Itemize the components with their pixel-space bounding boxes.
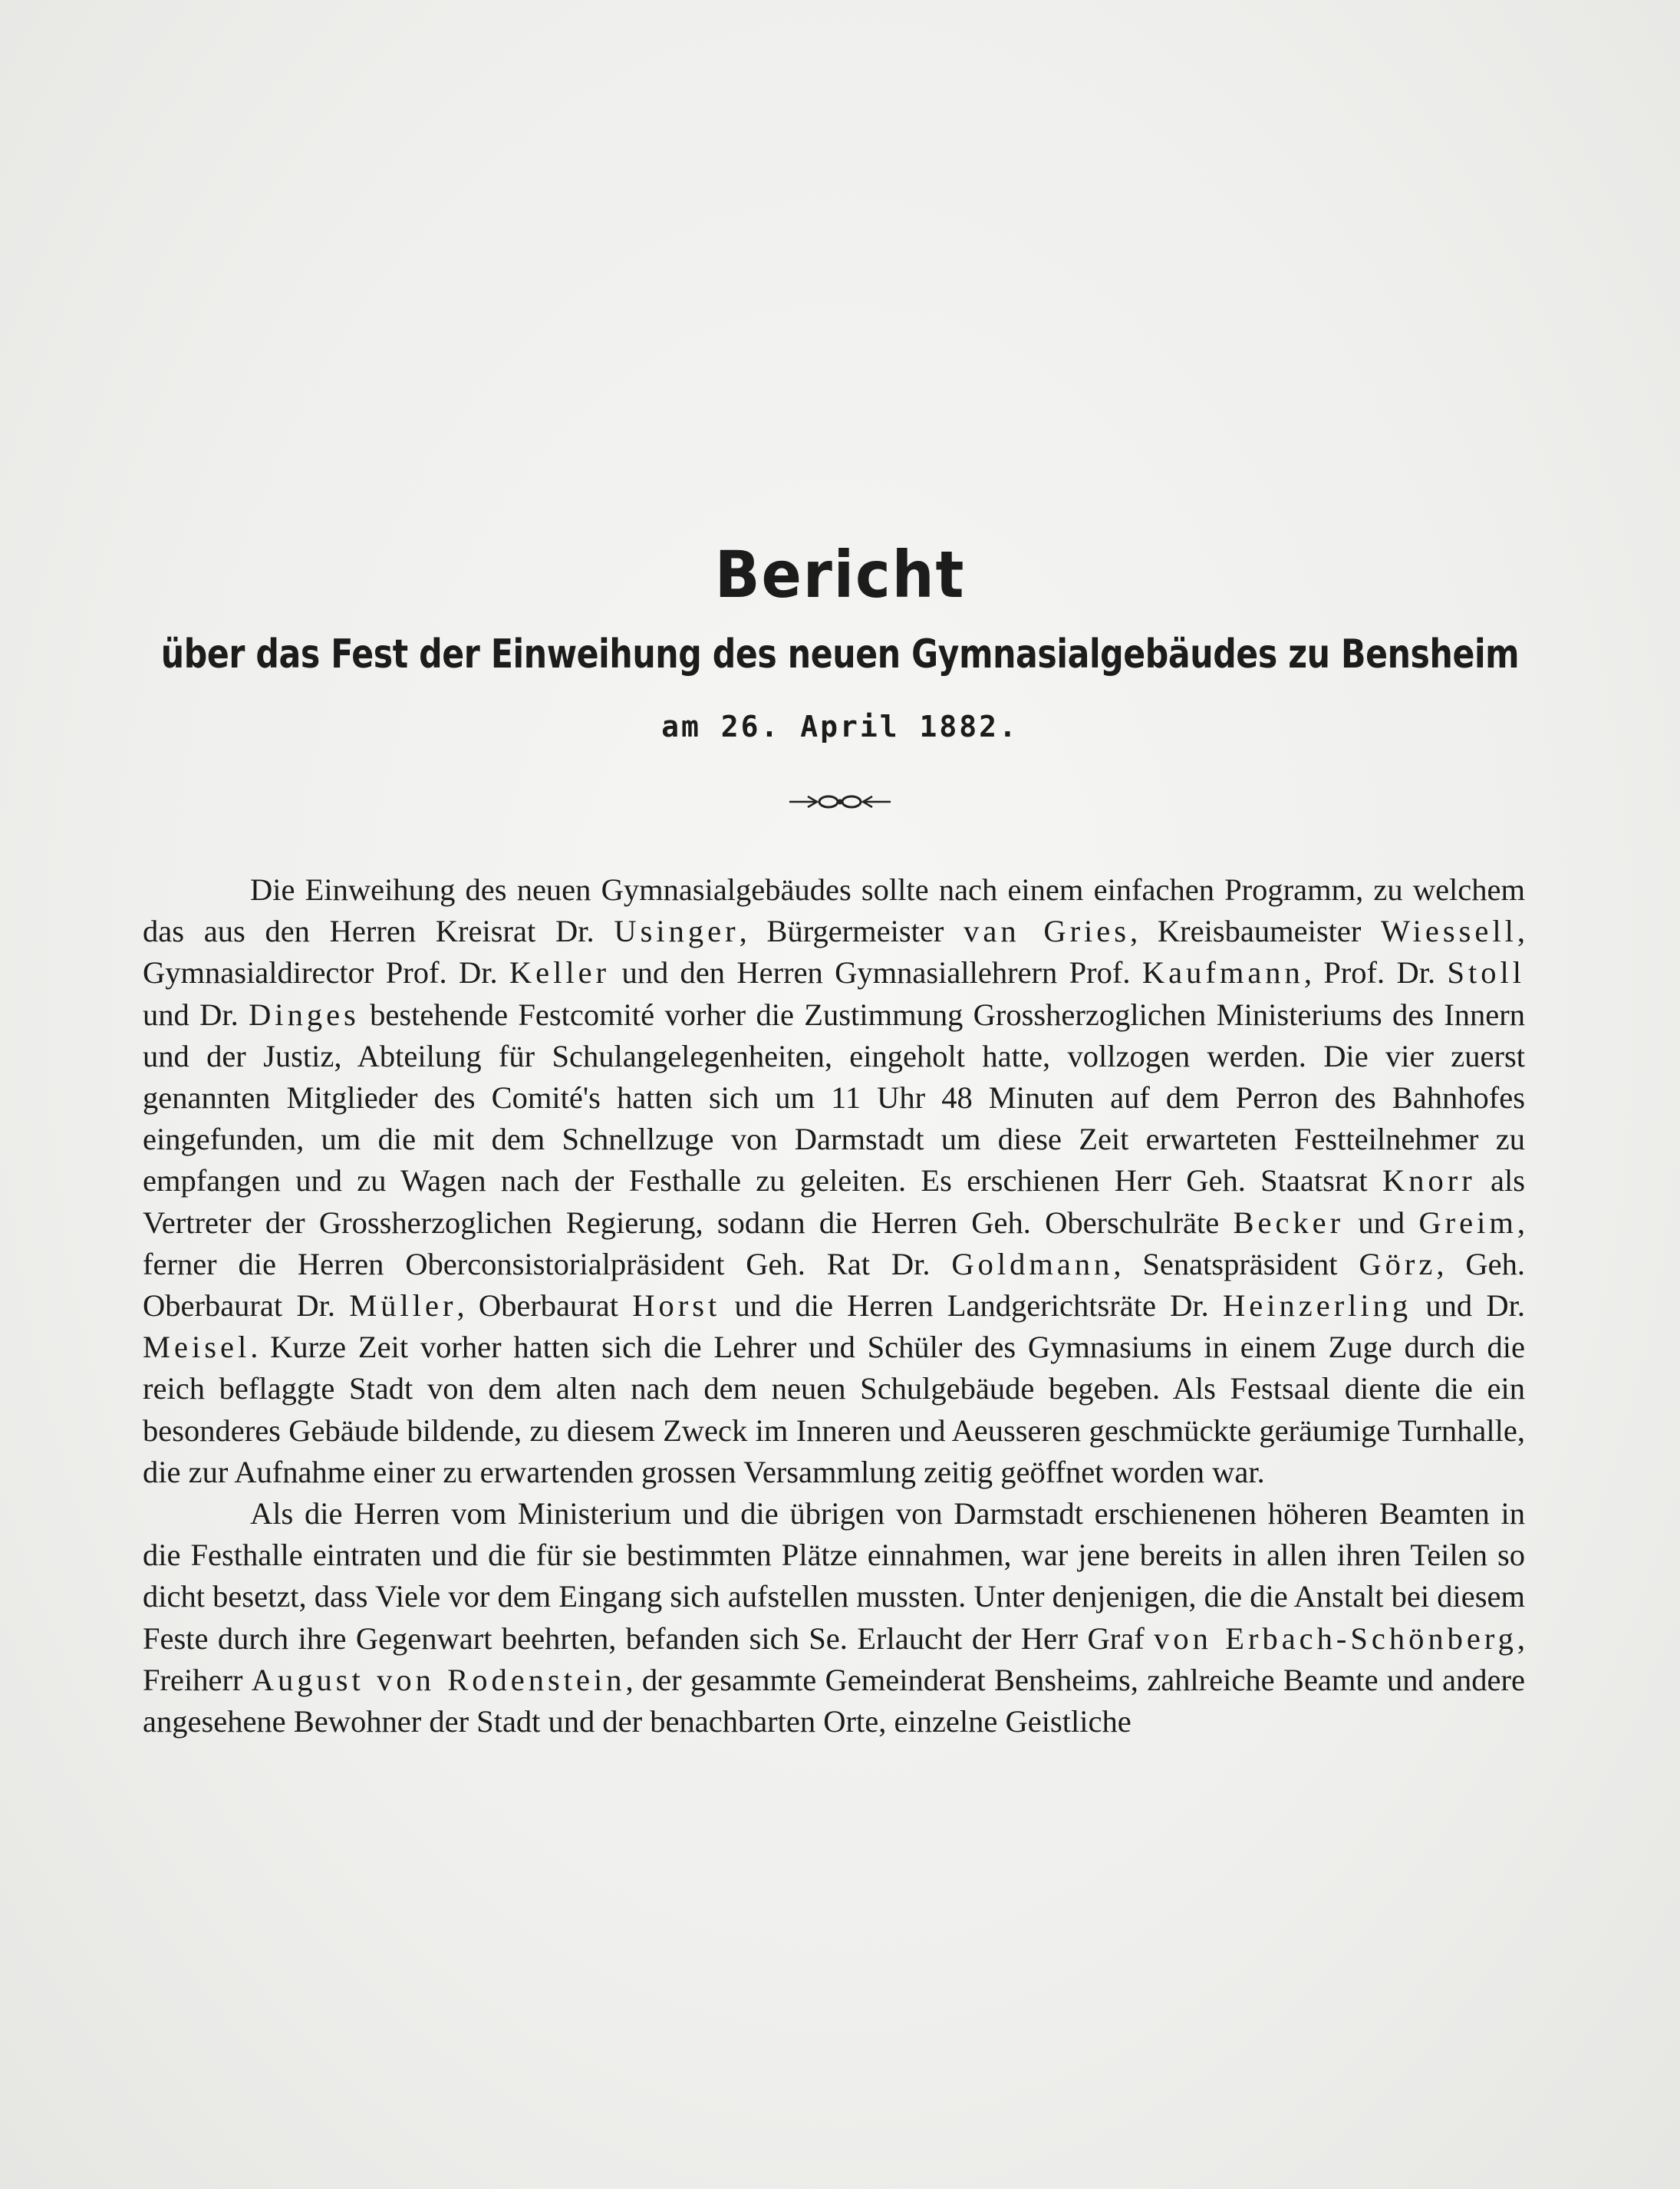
spaced-name: Goldmann xyxy=(951,1246,1114,1281)
text-run: und den Herren Gymnasiallehrern Prof. xyxy=(610,955,1142,991)
decorative-flourish-icon xyxy=(786,790,894,813)
spaced-name: Keller xyxy=(509,955,611,991)
paragraph xyxy=(143,1493,1525,1742)
spaced-name: Kaufmann xyxy=(1141,955,1304,991)
text-run: und Dr. xyxy=(1412,1288,1526,1324)
text-run: , Freiherr xyxy=(143,1620,1526,1697)
spaced-name: August von Rodenstein xyxy=(251,1662,626,1697)
text-run: und Dr. xyxy=(143,997,249,1032)
spaced-name: von Erbach-Schönberg xyxy=(1154,1620,1517,1656)
spaced-name: Usinger xyxy=(614,914,740,949)
text-run: , Geh. Oberbaurat Dr. xyxy=(143,1246,1525,1324)
spaced-name: Stoll xyxy=(1447,955,1525,991)
spaced-name: Müller xyxy=(349,1288,457,1324)
spaced-name: van Gries xyxy=(964,914,1131,949)
text-run: bestehende Festcomité vorher die Zustimmung Grossherzoglichen Ministeriums des Innern und der Justiz, Abteilung für Schulangelegenheiten, eingeholt hatte, vollzogen werden. Die vier zuerst genannten Mitglieder des Comité's hatten sich um 11 Uhr 48 Minuten auf dem Perron des Bahnhofes eingefunden, um die mit dem Schnellzuge von Darmstadt um diese Zeit erwarteten Festteilnehmer zu empfangen und zu Wagen nach der Festhalle zu geleiten. Es erschienen Herr Geh. Staatsrat xyxy=(143,997,1526,1198)
spaced-name: Heinzerling xyxy=(1223,1288,1412,1324)
spaced-name: Wiessell xyxy=(1381,914,1517,949)
spaced-name: Becker xyxy=(1233,1205,1345,1240)
text-run: , Senatspräsident xyxy=(1113,1246,1359,1281)
spaced-name: Horst xyxy=(632,1288,721,1324)
text-run: , der gesammte Gemeinderat Bensheims, zahlreiche Beamte und andere angesehene Bewohner der Stadt und der benachbarten Orte, einzelne Geistliche xyxy=(143,1662,1525,1739)
text-run: , Gymnasialdirector Prof. Dr. xyxy=(143,914,1526,991)
spaced-name: Knorr xyxy=(1382,1163,1476,1198)
text-run: . Kurze Zeit vorher hatten sich die Lehrer und Schüler des Gymnasiums in einem Zuge durch die reich beflaggte Stadt von dem alten nach dem neuen Schulgebäude begeben. Als Festsaal diente die ein besonderes Gebäude bildende, zu diesem Zweck im Inneren und Aeusseren geschmückte geräumige Turnhalle, die zur Aufnahme einer zu erwartenden grossen Versammlung zeitig geöffnet worden war. xyxy=(143,1330,1525,1489)
text-run: Die Einweihung des neuen Gymnasialgebäudes sollte nach einem einfachen Programm, zu welchem das aus den Herren Kreisrat Dr. xyxy=(143,872,1525,949)
spaced-name: Greim xyxy=(1418,1205,1517,1240)
text-run: , Kreisbaumeister xyxy=(1130,914,1382,949)
text-run: , Oberbaurat xyxy=(456,1288,633,1324)
paragraph xyxy=(143,869,1525,1493)
text-run: , ferner die Herren Oberconsistorialpräsident Geh. Rat Dr. xyxy=(143,1205,1525,1281)
text-run: Als die Herren vom Ministerium und die übrigen von Darmstadt erschienenen höheren Beamten in die Festhalle eintraten und die für sie bestimmten Plätze einnahmen, war jene bereits in allen ihren Teilen so dicht besetzt, dass Viele vor dem Eingang sich aufstellen mussten. Unter denjenigen, die die Anstalt bei diesem Feste durch ihre Gegenwart beehrten, befanden sich Se. Erlaucht der Herr Graf xyxy=(143,1496,1525,1656)
document-subtitle: über das Fest der Einweihung des neuen Gymnasialgebäudes zu Bensheim xyxy=(160,631,1520,677)
text-run: als Vertreter der Grossherzoglichen Regierung, sodann die Herren Geh. Oberschulräte xyxy=(143,1163,1525,1240)
text-run: , Prof. Dr. xyxy=(1303,955,1448,991)
spaced-name: Dinges xyxy=(249,997,360,1032)
spaced-name: Görz xyxy=(1359,1246,1437,1281)
spaced-name: Meisel xyxy=(143,1330,251,1365)
text-run: , Bürgermeister xyxy=(739,914,964,949)
body-text xyxy=(143,869,1525,1742)
document-title: Bericht xyxy=(714,537,966,612)
text-run: und die Herren Landgerichtsräte Dr. xyxy=(720,1288,1224,1324)
document-date: am 26. April 1882. xyxy=(661,710,1019,743)
text-run: und xyxy=(1344,1205,1419,1240)
